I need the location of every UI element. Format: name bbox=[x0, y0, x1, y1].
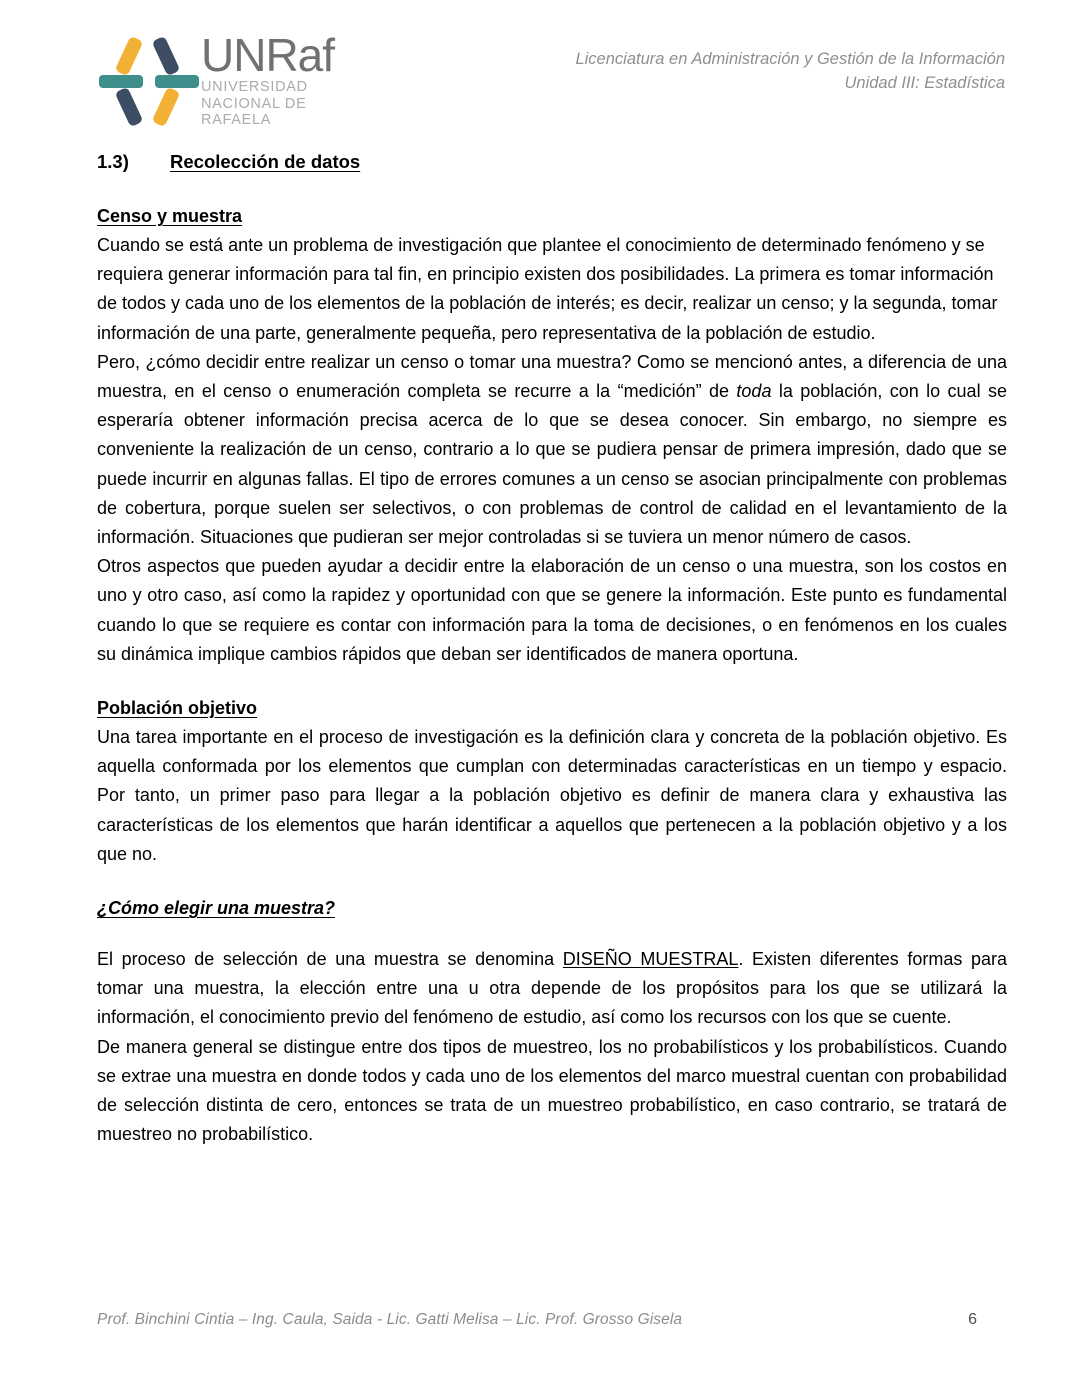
logo-subtitle-line-3: RAFAELA bbox=[201, 112, 272, 128]
subheading-poblacion-objetivo: Población objetivo bbox=[97, 698, 258, 719]
university-logo bbox=[97, 30, 334, 129]
document-body bbox=[97, 150, 1007, 1149]
paragraph-muestra-1-part-b: . Existen diferentes formas para tomar una muestra, la elección entre una u otra depende de los propósitos para los que se utilizará la información, el conocimiento previo del fenómeno de estudio, así como los recursos con los que se cuente. bbox=[97, 949, 1008, 1028]
page-footer bbox=[97, 1311, 1007, 1329]
block-spacer-3 bbox=[97, 923, 1007, 945]
paragraph-censo-3: Otros aspectos que pueden ayudar a decidir entre la elaboración de un censo o una muestra, son los costos en uno y otro caso, así como la rapidez y oportunidad con que se genere la información. Este punto es fundamental cuando lo que se requiere es contar con información para la toma de decisiones, o en fenómenos en los cuales su dinámica implique cambios rápidos que deban ser identificados de manera oportuna. bbox=[97, 556, 1007, 664]
block-spacer-1 bbox=[97, 669, 1007, 696]
page-number: 6 bbox=[968, 1311, 977, 1328]
paragraph-poblacion-1: Una tarea importante en el proceso de investigación es la definición clara y concreta de la población objetivo. Es aquella conformada por los elementos que cumplan con determinadas características en un tiempo y espacio. Por tanto, un primer paso para llegar a la población objetivo es definir de manera clara y exhaustiva las características de los elementos que harán identificar a aquellos que pertenecen a la población objetivo y a los que no. bbox=[97, 727, 1007, 864]
header-degree-name: Licenciatura en Administración y Gestión de la Información bbox=[575, 50, 1005, 68]
paragraph-censo-1: Cuando se está ante un problema de investigación que plantee el conocimiento de determinado fenómeno y se requiera generar información para tal fin, en principio existen dos posibilidades. La primera es tomar información de todos y cada uno de los elementos de la población de interés; es decir, realizar un censo; y la segunda, tomar información de una parte, generalmente pequeña, pero representativa de la población de estudio. bbox=[97, 235, 998, 343]
section-number: 1.3) bbox=[97, 151, 129, 172]
logo-subtitle-line-2: NACIONAL DE bbox=[201, 95, 307, 112]
subheading-censo-y-muestra: Censo y muestra bbox=[97, 206, 243, 226]
block-spacer-2 bbox=[97, 869, 1007, 896]
header-course-info bbox=[575, 30, 1005, 95]
logo-wordmark: UNRaf bbox=[201, 29, 335, 81]
paragraph-muestra-1 bbox=[97, 945, 1007, 1033]
paragraph-censo-2-part-b: la población, con lo cual se esperaría obtener información precisa acerca de lo que se desea conocer. Sin embargo, no siempre es conveniente la realización de un censo, contrario a lo que se pudiera pensar de primera impresión, dado que se puede incurrir en algunas fallas. El tipo de errores comunes a un censo se asocian principalmente con problemas de cobertura, porque suelen ser selectivos, o con problemas de control de calidad en el levantamiento de la información. Situaciones que pudieran ser mejor controladas si se tuviera un menor número de casos. bbox=[97, 381, 1007, 548]
section-heading bbox=[97, 150, 1007, 174]
paragraph-censo-2 bbox=[97, 348, 1007, 552]
paragraph-muestra-1-part-a: El proceso de selección de una muestra se denomina bbox=[97, 949, 563, 970]
emphasis-toda: toda bbox=[736, 381, 772, 402]
subheading-como-elegir-una-muestra: ¿Cómo elegir una muestra? bbox=[97, 898, 336, 919]
section-title: Recolección de datos bbox=[170, 151, 361, 172]
logo-wordmark-block bbox=[201, 31, 334, 129]
logo-subtitle-line-1: UNIVERSIDAD bbox=[201, 79, 308, 95]
emphasis-diseno-muestral: DISEÑO MUESTRAL bbox=[562, 949, 739, 970]
page-header bbox=[0, 0, 1080, 140]
header-unit-name: Unidad III: Estadística bbox=[844, 74, 1005, 92]
paragraph-censo-2-part-a: Pero, ¿cómo decidir entre realizar un censo o tomar una muestra? Como se mencionó antes, a diferencia de una muestra, en el censo o enumeración completa se recurre a la “medición” de bbox=[97, 351, 1007, 402]
unraf-starburst-logo-icon bbox=[97, 32, 199, 127]
footer-authors: Prof. Binchini Cintia – Ing. Caula, Saida - Lic. Gatti Melisa – Lic. Prof. Grosso Gisela bbox=[97, 1311, 683, 1328]
paragraph-muestra-2: De manera general se distingue entre dos tipos de muestreo, los no probabilísticos y los probabilísticos. Cuando se extrae una muestra en donde todos y cada uno de los elementos del marco muestral cuentan con probabilidad de selección distinta de cero, entonces se trata de un muestreo probabilístico, en caso contrario, se tratará de muestreo no probabilístico. bbox=[97, 1036, 1007, 1145]
